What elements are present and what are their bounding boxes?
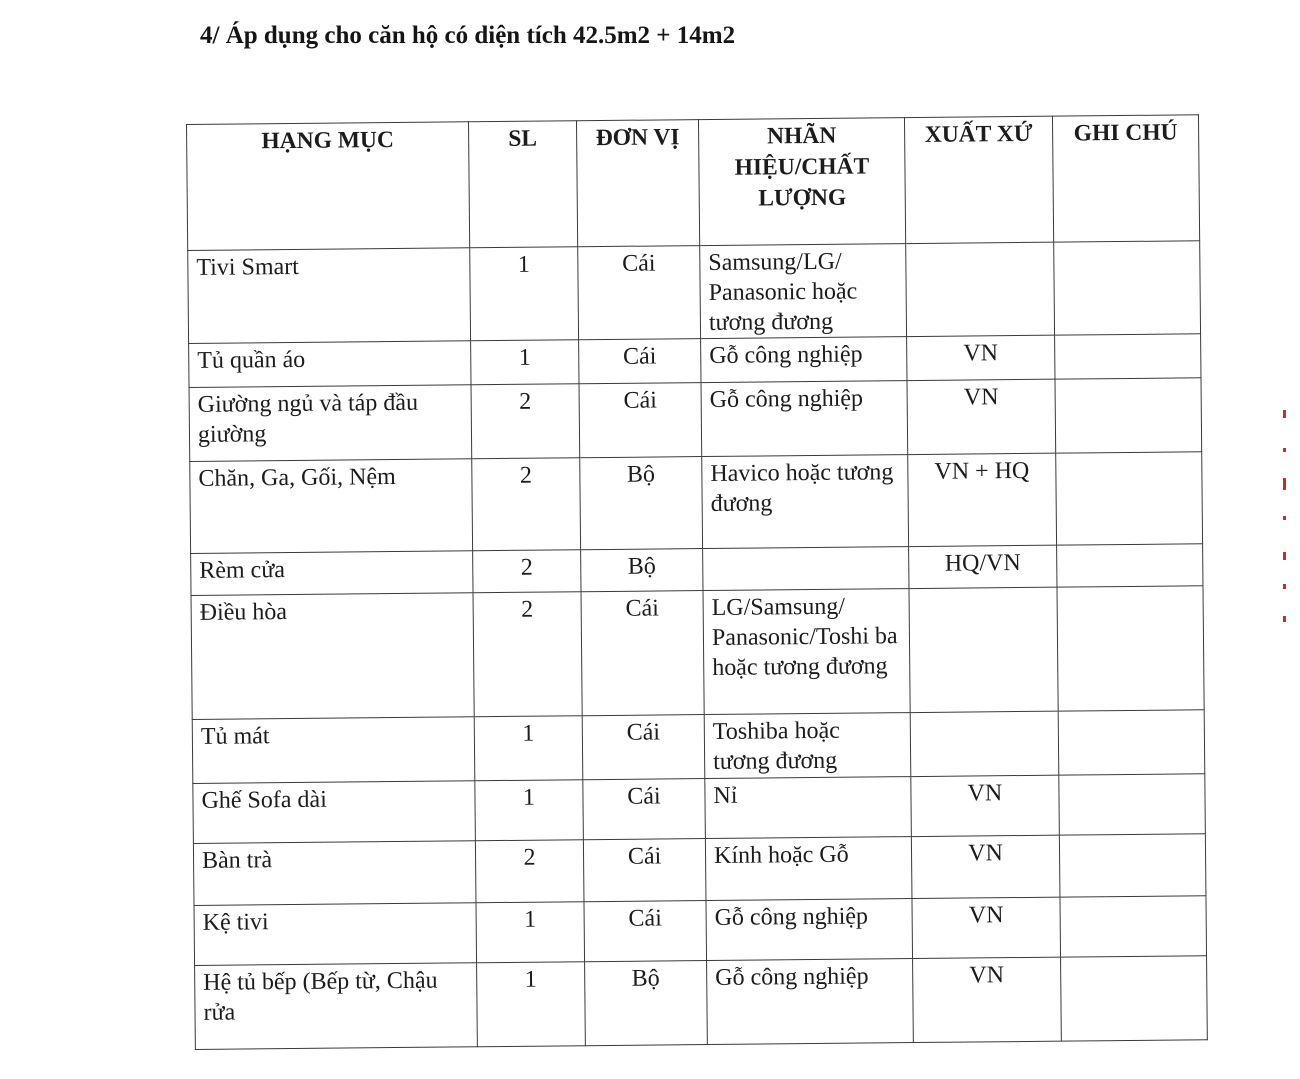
cell-brand: Havico hoặc tương đương: [702, 455, 909, 549]
cell-unit: Bộ: [585, 961, 708, 1046]
cell-qty: 1: [475, 780, 584, 841]
cell-origin: VN: [911, 775, 1060, 836]
table-row: [195, 956, 1208, 1050]
cell-item: Ghế Sofa dài: [193, 781, 476, 844]
cell-note: [1059, 834, 1206, 897]
cell-unit: Cái: [581, 591, 704, 716]
edge-mark: [1283, 516, 1286, 520]
cell-brand: Gỗ công nghiệp: [701, 381, 908, 457]
page-heading: 4/ Áp dụng cho căn hộ có diện tích 42.5m2 + 14m2: [200, 22, 736, 49]
cell-unit: Cái: [583, 839, 706, 902]
edge-mark: [1283, 410, 1286, 418]
cell-item: Chăn, Ga, Gối, Nệm: [190, 459, 473, 554]
cell-item: Giường ngủ và táp đầu giường: [189, 385, 472, 462]
cell-note: [1061, 956, 1208, 1041]
cell-brand: Toshiba hoặc tương đương: [704, 713, 911, 779]
cell-item: Bàn trà: [193, 841, 476, 906]
cell-unit: Cái: [578, 246, 701, 340]
cell-note: [1058, 710, 1205, 775]
cell-item: Tủ mát: [192, 717, 475, 784]
edge-mark: [1283, 584, 1286, 589]
cell-unit: Bộ: [580, 457, 703, 550]
cell-note: [1057, 586, 1204, 711]
cell-qty: 2: [472, 458, 581, 551]
table-row: [192, 710, 1205, 784]
cell-brand: LG/Samsung/ Panasonic/Toshi ba hoặc tương đương: [703, 589, 910, 715]
scan-edge-marks: [1278, 410, 1286, 640]
cell-brand: Nỉ: [705, 777, 912, 839]
table-row: [193, 774, 1206, 844]
cell-qty: 1: [477, 962, 586, 1047]
header-note: GHI CHÚ: [1052, 115, 1199, 242]
table-row: [189, 378, 1202, 462]
cell-origin: VN: [907, 379, 1056, 454]
cell-unit: Cái: [579, 383, 702, 458]
cell-qty: 1: [474, 716, 583, 781]
cell-item: Tivi Smart: [188, 248, 471, 344]
cell-item: Tủ quần áo: [189, 341, 471, 388]
header-brand: NHÃN HIỆU/CHẤT LƯỢNG: [698, 118, 905, 246]
cell-brand: Gỗ công nghiệp: [701, 337, 907, 383]
cell-note: [1057, 544, 1203, 587]
cell-item: Điều hòa: [191, 593, 474, 720]
cell-note: [1060, 896, 1207, 957]
cell-origin: VN: [912, 897, 1061, 958]
cell-unit: Bộ: [581, 549, 703, 592]
table-header-row: [187, 115, 1200, 251]
table-row: [193, 834, 1206, 906]
cell-qty: 2: [471, 384, 580, 459]
cell-note: [1055, 334, 1201, 379]
cell-note: [1054, 241, 1201, 335]
cell-unit: Cái: [583, 779, 706, 840]
cell-unit: Cái: [584, 901, 707, 962]
cell-qty: 1: [471, 340, 579, 385]
table-row: [188, 241, 1201, 344]
cell-origin: VN: [911, 835, 1060, 898]
cell-note: [1055, 378, 1202, 453]
cell-origin: [910, 711, 1059, 776]
cell-item: Hệ tủ bếp (Bếp từ, Chậu rửa: [195, 963, 478, 1050]
cell-origin: [906, 242, 1055, 336]
cell-item: Rèm cửa: [191, 551, 473, 596]
cell-note: [1056, 452, 1203, 545]
edge-mark: [1283, 448, 1286, 452]
cell-note: [1059, 774, 1206, 835]
table-row: [194, 896, 1207, 966]
table-row: [191, 586, 1204, 720]
cell-qty: 2: [473, 592, 582, 717]
cell-brand: Gỗ công nghiệp: [707, 959, 914, 1045]
cell-origin: VN + HQ: [908, 453, 1057, 546]
equipment-table: [186, 114, 1208, 1050]
cell-origin: VN: [913, 957, 1062, 1042]
cell-origin: VN: [907, 335, 1055, 380]
header-origin: XUẤT XỨ: [904, 116, 1053, 243]
cell-brand: Kính hoặc Gỗ: [705, 837, 912, 901]
edge-mark: [1283, 552, 1286, 560]
cell-qty: 2: [475, 840, 584, 903]
header-item: HẠNG MỤC: [187, 122, 470, 251]
cell-origin: [909, 587, 1058, 712]
header-qty: SL: [468, 121, 577, 248]
cell-qty: 1: [476, 902, 585, 963]
table-row: [190, 452, 1203, 554]
cell-brand: Gỗ công nghiệp: [706, 899, 913, 961]
cell-qty: 1: [470, 247, 579, 341]
cell-origin: HQ/VN: [909, 545, 1057, 588]
cell-item: Kệ tivi: [194, 903, 477, 966]
cell-qty: 2: [473, 550, 581, 593]
edge-mark: [1283, 616, 1286, 622]
cell-brand: [703, 547, 909, 591]
cell-unit: Cái: [579, 339, 701, 384]
edge-mark: [1283, 478, 1286, 490]
cell-brand: Samsung/LG/ Panasonic hoặc tương đương: [700, 244, 907, 339]
cell-unit: Cái: [582, 715, 705, 780]
header-unit: ĐƠN VỊ: [576, 120, 699, 247]
